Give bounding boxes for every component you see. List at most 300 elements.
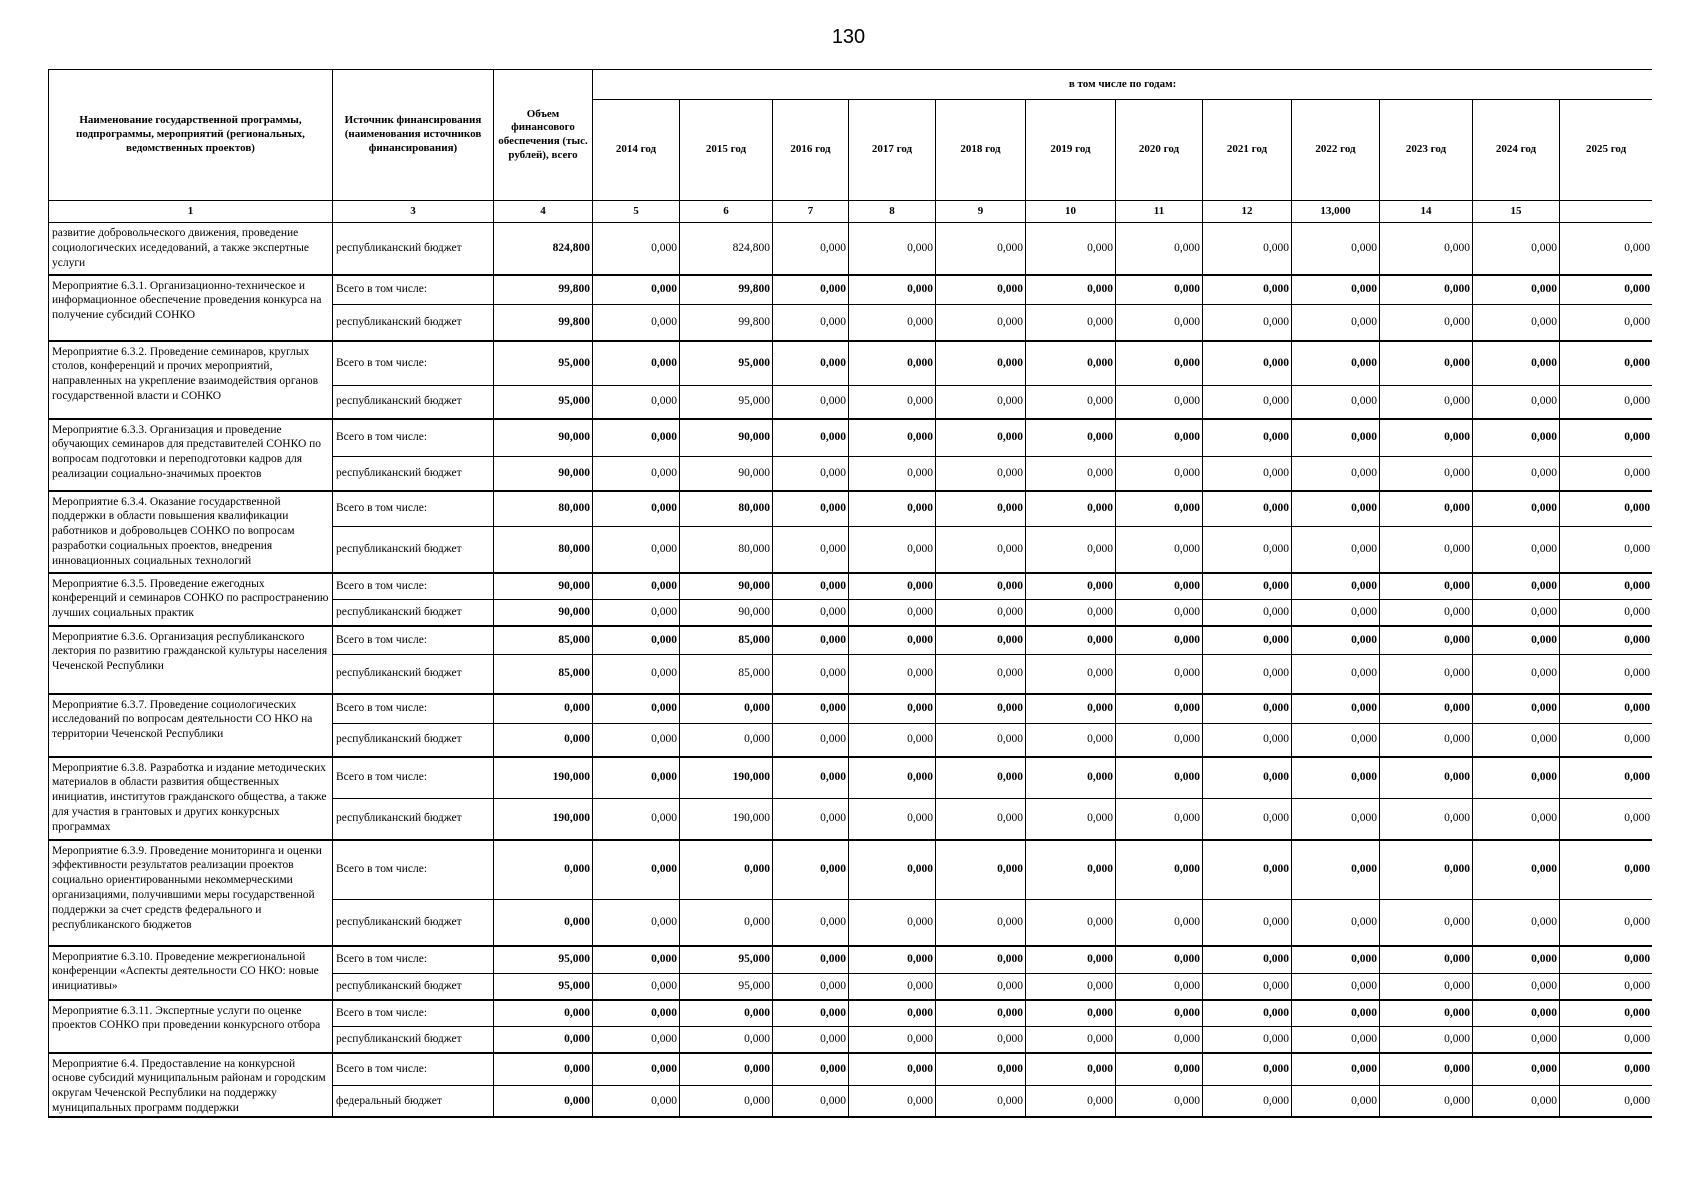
year-value: 0,000 — [1560, 527, 1653, 573]
year-value: 0,000 — [1560, 1027, 1653, 1053]
column-index-cell: 10 — [1026, 201, 1116, 223]
year-value: 0,000 — [849, 223, 936, 275]
year-value: 0,000 — [1560, 573, 1653, 600]
volume-total: 0,000 — [494, 1085, 593, 1117]
funding-source: Всего в том числе: — [333, 757, 494, 799]
year-value: 0,000 — [1026, 757, 1116, 799]
year-value: 0,000 — [1560, 457, 1653, 491]
year-value: 0,000 — [593, 840, 680, 900]
year-value: 0,000 — [936, 600, 1026, 626]
year-value: 0,000 — [1026, 457, 1116, 491]
year-value: 0,000 — [1026, 223, 1116, 275]
activity-name: Мероприятие 6.3.1. Организационно-техническое и информационное обеспечение проведения конкурса на получение субсидий СОНКО — [49, 275, 333, 341]
year-value: 0,000 — [593, 757, 680, 799]
activity-name: Мероприятие 6.3.11. Экспертные услуги по оценке проектов СОНКО при проведении конкурсного отбора — [49, 1000, 333, 1053]
year-value: 0,000 — [1560, 491, 1653, 527]
funding-source: Всего в том числе: — [333, 626, 494, 655]
year-value: 0,000 — [1026, 724, 1116, 757]
year-value: 0,000 — [1560, 1053, 1653, 1086]
year-value: 0,000 — [1292, 1053, 1380, 1086]
column-index-cell: 5 — [593, 201, 680, 223]
table-row — [49, 573, 1653, 600]
year-value: 0,000 — [1026, 655, 1116, 694]
year-value: 0,000 — [1473, 386, 1560, 419]
year-value: 0,000 — [1380, 223, 1473, 275]
year-value: 0,000 — [593, 573, 680, 600]
volume-total: 824,800 — [494, 223, 593, 275]
year-value: 0,000 — [1380, 757, 1473, 799]
year-value: 0,000 — [773, 457, 849, 491]
year-value: 0,000 — [936, 900, 1026, 946]
volume-total: 0,000 — [494, 1000, 593, 1027]
year-value: 0,000 — [1026, 275, 1116, 305]
year-value: 0,000 — [936, 757, 1026, 799]
funding-source: федеральный бюджет — [333, 1085, 494, 1117]
year-value: 0,000 — [773, 694, 849, 724]
year-value: 0,000 — [1116, 1085, 1203, 1117]
year-value: 0,000 — [1116, 223, 1203, 275]
funding-source: республиканский бюджет — [333, 386, 494, 419]
year-value: 0,000 — [849, 694, 936, 724]
year-value: 0,000 — [1026, 600, 1116, 626]
year-value: 0,000 — [1560, 840, 1653, 900]
table-row — [49, 223, 1653, 275]
year-value: 0,000 — [1116, 573, 1203, 600]
year-value: 0,000 — [1026, 974, 1116, 1000]
year-value: 0,000 — [1560, 419, 1653, 457]
year-value: 0,000 — [1116, 386, 1203, 419]
year-value: 0,000 — [1473, 600, 1560, 626]
year-value: 0,000 — [1560, 724, 1653, 757]
year-value: 0,000 — [773, 386, 849, 419]
year-value: 0,000 — [1292, 275, 1380, 305]
table-row — [49, 419, 1653, 457]
funding-source: республиканский бюджет — [333, 457, 494, 491]
year-value: 0,000 — [1116, 655, 1203, 694]
year-value: 0,000 — [849, 840, 936, 900]
year-value: 0,000 — [1116, 1027, 1203, 1053]
table-row — [49, 946, 1653, 974]
funding-source: республиканский бюджет — [333, 799, 494, 840]
year-value: 0,000 — [936, 1053, 1026, 1086]
year-value: 0,000 — [1473, 799, 1560, 840]
volume-total: 95,000 — [494, 974, 593, 1000]
year-value: 0,000 — [1473, 724, 1560, 757]
year-value: 0,000 — [593, 724, 680, 757]
year-value: 0,000 — [1203, 799, 1292, 840]
year-value: 0,000 — [936, 491, 1026, 527]
year-value: 0,000 — [1116, 900, 1203, 946]
year-value: 0,000 — [593, 457, 680, 491]
year-value: 90,000 — [680, 573, 773, 600]
volume-total: 0,000 — [494, 1053, 593, 1086]
year-value: 0,000 — [1203, 223, 1292, 275]
header-year-2018: 2018 год — [936, 100, 1026, 201]
year-value: 0,000 — [1026, 1053, 1116, 1086]
year-value: 0,000 — [773, 573, 849, 600]
year-value: 0,000 — [1473, 457, 1560, 491]
year-value: 0,000 — [936, 946, 1026, 974]
year-value: 0,000 — [593, 974, 680, 1000]
year-value: 0,000 — [1026, 626, 1116, 655]
year-value: 0,000 — [1473, 341, 1560, 386]
year-value: 0,000 — [773, 1000, 849, 1027]
year-value: 0,000 — [1292, 573, 1380, 600]
year-value: 0,000 — [1116, 1000, 1203, 1027]
activity-name: Мероприятие 6.3.6. Организация республиканского лектория по развитию гражданской культуры населения Чеченской Республики — [49, 626, 333, 694]
funding-source: республиканский бюджет — [333, 1027, 494, 1053]
table-row — [49, 1053, 1653, 1086]
activity-name: развитие добровольческого движения, проведение социологических иседедований, а также экспертные услуги — [49, 223, 333, 275]
volume-total: 190,000 — [494, 799, 593, 840]
year-value: 0,000 — [849, 1053, 936, 1086]
activity-name: Мероприятие 6.3.9. Проведение мониторинга и оценки эффективности результатов реализации проектов социально ориентированными некоммерческими организациями, получившими меры государственной поддержки за счет средств федерального и республиканского бюджетов — [49, 840, 333, 946]
year-value: 0,000 — [1473, 694, 1560, 724]
year-value: 0,000 — [773, 840, 849, 900]
activity-name: Мероприятие 6.3.10. Проведение межрегиональной конференции «Аспекты деятельности СО НКО: новые инициативы» — [49, 946, 333, 1000]
financing-table — [48, 69, 1652, 1118]
volume-total: 90,000 — [494, 419, 593, 457]
volume-total: 0,000 — [494, 694, 593, 724]
volume-total: 0,000 — [494, 900, 593, 946]
year-value: 0,000 — [849, 799, 936, 840]
volume-total: 95,000 — [494, 386, 593, 419]
table-row — [49, 275, 1653, 305]
year-value: 0,000 — [1116, 491, 1203, 527]
year-value: 0,000 — [1026, 419, 1116, 457]
year-value: 0,000 — [1116, 419, 1203, 457]
year-value: 0,000 — [1380, 1053, 1473, 1086]
year-value: 0,000 — [1560, 1085, 1653, 1117]
header-program-name: Наименование государственной программы, подпрограммы, мероприятий (региональных, ведомственных проектов) — [49, 70, 333, 201]
activity-name: Мероприятие 6.3.7. Проведение социологических исследований по вопросам деятельности СО НКО на территории Чеченской Республики — [49, 694, 333, 757]
year-value: 0,000 — [849, 655, 936, 694]
year-value: 0,000 — [1026, 573, 1116, 600]
year-value: 0,000 — [1116, 974, 1203, 1000]
volume-total: 90,000 — [494, 600, 593, 626]
year-value: 0,000 — [1560, 1000, 1653, 1027]
table-row — [49, 341, 1653, 386]
year-value: 0,000 — [773, 757, 849, 799]
header-year-2023: 2023 год — [1380, 100, 1473, 201]
funding-source: Всего в том числе: — [333, 341, 494, 386]
year-value: 0,000 — [1203, 457, 1292, 491]
volume-total: 90,000 — [494, 573, 593, 600]
column-index-cell: 6 — [680, 201, 773, 223]
year-value: 0,000 — [1026, 1027, 1116, 1053]
year-value: 0,000 — [773, 626, 849, 655]
column-index-cell: 1 — [49, 201, 333, 223]
year-value: 0,000 — [936, 724, 1026, 757]
year-value: 0,000 — [773, 946, 849, 974]
year-value: 0,000 — [1026, 341, 1116, 386]
year-value: 0,000 — [1026, 305, 1116, 341]
year-value: 0,000 — [593, 305, 680, 341]
year-value: 0,000 — [1560, 757, 1653, 799]
year-value: 0,000 — [1026, 386, 1116, 419]
year-value: 0,000 — [1026, 840, 1116, 900]
year-value: 0,000 — [1292, 724, 1380, 757]
year-value: 0,000 — [773, 799, 849, 840]
header-year-2017: 2017 год — [849, 100, 936, 201]
year-value: 0,000 — [1203, 840, 1292, 900]
year-value: 0,000 — [1560, 600, 1653, 626]
year-value: 0,000 — [1560, 305, 1653, 341]
year-value: 0,000 — [1292, 491, 1380, 527]
year-value: 0,000 — [1026, 946, 1116, 974]
volume-total: 85,000 — [494, 626, 593, 655]
year-value: 0,000 — [1116, 840, 1203, 900]
year-value: 0,000 — [1380, 341, 1473, 386]
year-value: 0,000 — [1473, 946, 1560, 974]
year-value: 190,000 — [680, 757, 773, 799]
funding-source: республиканский бюджет — [333, 527, 494, 573]
year-value: 0,000 — [1116, 275, 1203, 305]
year-value: 0,000 — [1292, 1027, 1380, 1053]
column-index-cell: 9 — [936, 201, 1026, 223]
year-value: 0,000 — [1116, 341, 1203, 386]
year-value: 0,000 — [593, 223, 680, 275]
year-value: 0,000 — [680, 1053, 773, 1086]
volume-total: 80,000 — [494, 527, 593, 573]
year-value: 0,000 — [593, 1053, 680, 1086]
volume-total: 85,000 — [494, 655, 593, 694]
year-value: 0,000 — [773, 600, 849, 626]
header-year-2024: 2024 год — [1473, 100, 1560, 201]
year-value: 0,000 — [1473, 1085, 1560, 1117]
funding-source: Всего в том числе: — [333, 946, 494, 974]
year-value: 0,000 — [1473, 1027, 1560, 1053]
header-year-2014: 2014 год — [593, 100, 680, 201]
volume-total: 99,800 — [494, 305, 593, 341]
year-value: 0,000 — [1380, 900, 1473, 946]
year-value: 0,000 — [1203, 275, 1292, 305]
financing-table-wrapper — [48, 69, 1652, 1149]
year-value: 0,000 — [936, 305, 1026, 341]
year-value: 0,000 — [773, 1053, 849, 1086]
year-value: 0,000 — [1380, 1000, 1473, 1027]
year-value: 0,000 — [593, 600, 680, 626]
year-value: 0,000 — [1380, 694, 1473, 724]
year-value: 0,000 — [773, 1085, 849, 1117]
year-value: 0,000 — [1203, 724, 1292, 757]
year-value: 0,000 — [773, 527, 849, 573]
volume-total: 0,000 — [494, 1027, 593, 1053]
year-value: 0,000 — [1292, 840, 1380, 900]
volume-total: 80,000 — [494, 491, 593, 527]
year-value: 0,000 — [773, 341, 849, 386]
year-value: 0,000 — [1473, 527, 1560, 573]
funding-source: Всего в том числе: — [333, 573, 494, 600]
year-value: 0,000 — [849, 527, 936, 573]
year-value: 0,000 — [1203, 386, 1292, 419]
year-value: 0,000 — [849, 724, 936, 757]
year-value: 0,000 — [1380, 491, 1473, 527]
year-value: 0,000 — [680, 840, 773, 900]
year-value: 0,000 — [1116, 694, 1203, 724]
year-value: 0,000 — [1473, 573, 1560, 600]
year-value: 0,000 — [849, 1085, 936, 1117]
year-value: 0,000 — [1292, 694, 1380, 724]
volume-total: 0,000 — [494, 840, 593, 900]
year-value: 0,000 — [1560, 341, 1653, 386]
column-index-cell: 12 — [1203, 201, 1292, 223]
year-value: 0,000 — [593, 946, 680, 974]
year-value: 0,000 — [1203, 419, 1292, 457]
year-value: 0,000 — [1116, 757, 1203, 799]
year-value: 0,000 — [936, 573, 1026, 600]
year-value: 0,000 — [773, 974, 849, 1000]
year-value: 0,000 — [1203, 1000, 1292, 1027]
year-value: 0,000 — [1380, 600, 1473, 626]
year-value: 0,000 — [1292, 626, 1380, 655]
header-year-2025: 2025 год — [1560, 100, 1653, 201]
year-value: 0,000 — [1473, 655, 1560, 694]
year-value: 0,000 — [773, 491, 849, 527]
table-row — [49, 694, 1653, 724]
year-value: 95,000 — [680, 946, 773, 974]
year-value: 0,000 — [1560, 694, 1653, 724]
year-value: 0,000 — [1380, 457, 1473, 491]
year-value: 0,000 — [1203, 305, 1292, 341]
funding-source: Всего в том числе: — [333, 1000, 494, 1027]
year-value: 0,000 — [593, 655, 680, 694]
year-value: 95,000 — [680, 386, 773, 419]
header-year-2016: 2016 год — [773, 100, 849, 201]
year-value: 0,000 — [1560, 626, 1653, 655]
header-funding-source: Источник финансирования (наименования источников финансирования) — [333, 70, 494, 201]
year-value: 0,000 — [1292, 527, 1380, 573]
column-index-cell: 4 — [494, 201, 593, 223]
year-value: 0,000 — [1473, 223, 1560, 275]
year-value: 0,000 — [593, 341, 680, 386]
year-value: 95,000 — [680, 974, 773, 1000]
year-value: 0,000 — [849, 757, 936, 799]
year-value: 0,000 — [1292, 974, 1380, 1000]
year-value: 0,000 — [1380, 275, 1473, 305]
column-index-cell: 14 — [1380, 201, 1473, 223]
year-value: 85,000 — [680, 655, 773, 694]
year-value: 0,000 — [1380, 305, 1473, 341]
year-value: 0,000 — [1203, 974, 1292, 1000]
year-value: 0,000 — [1380, 974, 1473, 1000]
year-value: 0,000 — [936, 840, 1026, 900]
year-value: 0,000 — [1203, 626, 1292, 655]
year-value: 0,000 — [773, 419, 849, 457]
year-value: 0,000 — [1026, 694, 1116, 724]
year-value: 0,000 — [1292, 305, 1380, 341]
year-value: 0,000 — [593, 386, 680, 419]
year-value: 0,000 — [1380, 946, 1473, 974]
year-value: 0,000 — [849, 1000, 936, 1027]
year-value: 0,000 — [593, 799, 680, 840]
header-year-2021: 2021 год — [1203, 100, 1292, 201]
volume-total: 95,000 — [494, 946, 593, 974]
year-value: 0,000 — [593, 900, 680, 946]
table-row — [49, 491, 1653, 527]
year-value: 0,000 — [1203, 655, 1292, 694]
year-value: 90,000 — [680, 419, 773, 457]
year-value: 0,000 — [1292, 799, 1380, 840]
year-value: 0,000 — [936, 1000, 1026, 1027]
year-value: 0,000 — [936, 386, 1026, 419]
funding-source: Всего в том числе: — [333, 1053, 494, 1086]
column-index-cell: 7 — [773, 201, 849, 223]
year-value: 95,000 — [680, 341, 773, 386]
year-value: 0,000 — [1116, 946, 1203, 974]
year-value: 0,000 — [1292, 900, 1380, 946]
table-row — [49, 626, 1653, 655]
year-value: 0,000 — [1116, 799, 1203, 840]
year-value: 0,000 — [849, 946, 936, 974]
year-value: 0,000 — [593, 419, 680, 457]
year-value: 0,000 — [773, 275, 849, 305]
funding-source: республиканский бюджет — [333, 974, 494, 1000]
year-value: 0,000 — [1292, 386, 1380, 419]
year-value: 0,000 — [936, 275, 1026, 305]
volume-total: 90,000 — [494, 457, 593, 491]
year-value: 0,000 — [1560, 223, 1653, 275]
year-value: 0,000 — [593, 1027, 680, 1053]
year-value: 824,800 — [680, 223, 773, 275]
year-value: 0,000 — [849, 626, 936, 655]
year-value: 0,000 — [936, 527, 1026, 573]
activity-name: Мероприятие 6.3.8. Разработка и издание методических материалов в области развития общественных инициатив, институтов гражданского общества, а также для участия в грантовых и других конкурсных программах — [49, 757, 333, 840]
funding-source: республиканский бюджет — [333, 900, 494, 946]
year-value: 0,000 — [849, 974, 936, 1000]
year-value: 0,000 — [1292, 419, 1380, 457]
year-value: 0,000 — [849, 341, 936, 386]
year-value: 190,000 — [680, 799, 773, 840]
year-value: 0,000 — [936, 626, 1026, 655]
year-value: 0,000 — [593, 1000, 680, 1027]
year-value: 0,000 — [1473, 840, 1560, 900]
year-value: 0,000 — [849, 457, 936, 491]
year-value: 0,000 — [773, 655, 849, 694]
header-volume-total: Объем финансового обеспечения (тыс. рублей), всего — [494, 70, 593, 201]
year-value: 0,000 — [1026, 1000, 1116, 1027]
year-value: 0,000 — [593, 1085, 680, 1117]
year-value: 0,000 — [849, 419, 936, 457]
year-value: 99,800 — [680, 275, 773, 305]
year-value: 0,000 — [1473, 1053, 1560, 1086]
year-value: 0,000 — [1473, 1000, 1560, 1027]
year-value: 0,000 — [1292, 600, 1380, 626]
activity-name: Мероприятие 6.3.4. Оказание государственной поддержки в области повышения квалификации работников и добровольцев СОНКО по вопросам разработки социальных проектов, внедрения инновационных социальных технологий — [49, 491, 333, 573]
year-value: 0,000 — [1473, 491, 1560, 527]
year-value: 0,000 — [1292, 341, 1380, 386]
year-value: 0,000 — [1473, 757, 1560, 799]
year-value: 0,000 — [1292, 1000, 1380, 1027]
year-value: 0,000 — [936, 341, 1026, 386]
year-value: 0,000 — [1560, 275, 1653, 305]
funding-source: республиканский бюджет — [333, 724, 494, 757]
table-row — [49, 840, 1653, 900]
year-value: 0,000 — [1203, 946, 1292, 974]
funding-source: республиканский бюджет — [333, 305, 494, 341]
year-value: 0,000 — [680, 900, 773, 946]
year-value: 0,000 — [593, 626, 680, 655]
year-value: 0,000 — [1380, 626, 1473, 655]
funding-source: Всего в том числе: — [333, 419, 494, 457]
year-value: 0,000 — [1380, 419, 1473, 457]
year-value: 0,000 — [1292, 1085, 1380, 1117]
year-value: 0,000 — [1560, 799, 1653, 840]
year-value: 0,000 — [1473, 900, 1560, 946]
column-index-cell: 8 — [849, 201, 936, 223]
year-value: 0,000 — [1380, 655, 1473, 694]
year-value: 0,000 — [936, 799, 1026, 840]
